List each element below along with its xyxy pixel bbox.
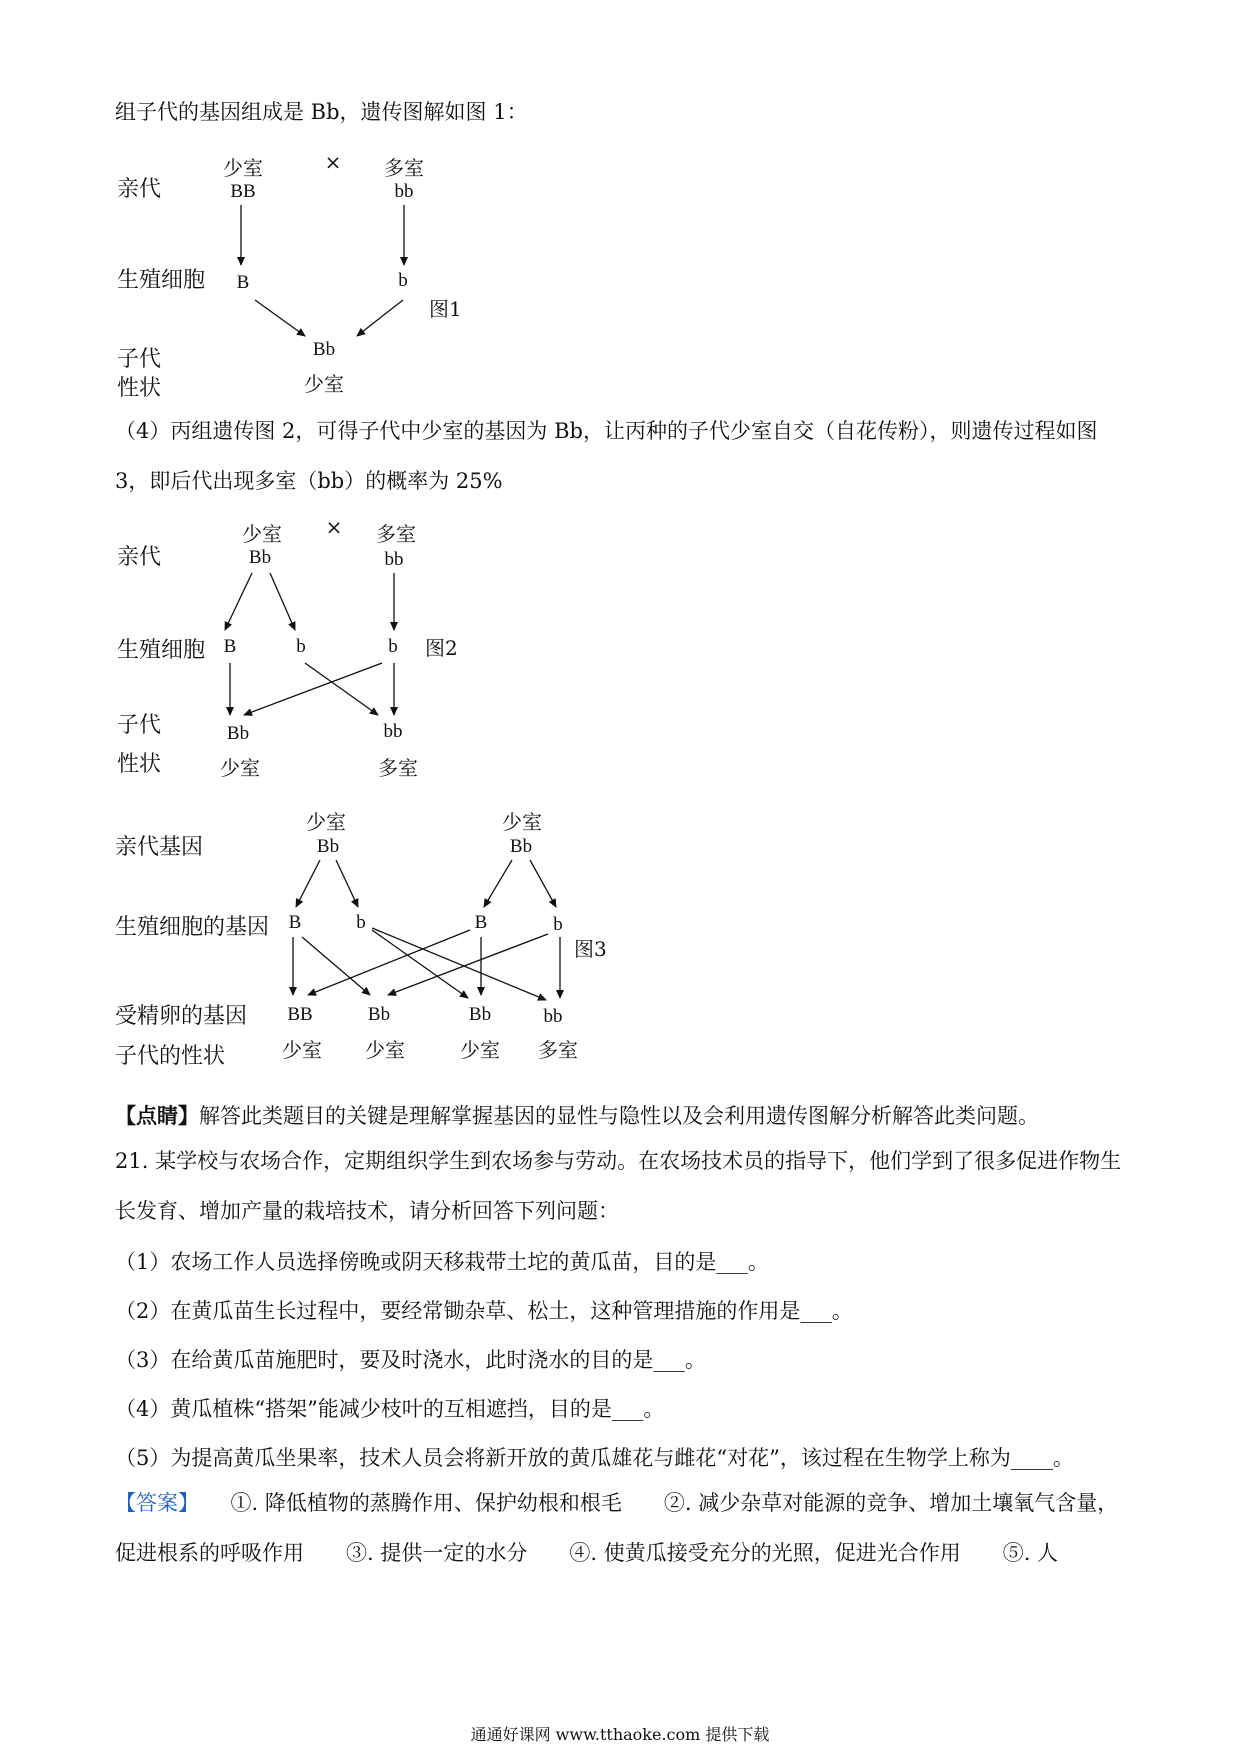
- fig2-row-label-parent: 亲代: [117, 545, 162, 570]
- answer-tag: 【答案】: [115, 1491, 189, 1515]
- answer-block: [115, 1478, 1125, 1578]
- fig3-parent-left-gene: Bb: [316, 836, 340, 857]
- fig2-gamete: b: [388, 636, 398, 657]
- fig3-arrow: [296, 860, 320, 907]
- fig1-child-trait: 少室: [304, 372, 344, 396]
- fig1-parent-right-trait: 多室: [384, 156, 424, 180]
- fig3-child-gene: Bb: [468, 1004, 492, 1025]
- fig3-gamete: B: [474, 912, 488, 933]
- fig2-child-trait: 多室: [378, 756, 418, 780]
- fig3-row-label-trait: 子代的性状: [115, 1044, 226, 1069]
- q21-item: （2）在黄瓜苗生长过程中，要经常锄杂草、松土，这种管理措施的作用是___。: [115, 1299, 853, 1323]
- fig2-parent-right-gene: bb: [384, 549, 404, 570]
- note-tag: 【点睛】: [115, 1103, 199, 1128]
- fig1-parent-left-gene: BB: [230, 181, 256, 202]
- fig3-gamete: b: [553, 914, 563, 935]
- fig3-parent-right-trait: 少室: [502, 810, 542, 834]
- fig2-child-trait: 少室: [220, 756, 260, 780]
- q21-item: （4）黄瓜植株“搭架”能减少枝叶的互相遮挡，目的是___。: [115, 1397, 665, 1421]
- fig3-child-gene: BB: [287, 1004, 313, 1025]
- fig3-label: 图3: [574, 937, 607, 961]
- fig3-child-trait: 多室: [538, 1038, 578, 1062]
- fig3-child-trait: 少室: [365, 1038, 405, 1062]
- fig3-parent-left-trait: 少室: [306, 810, 346, 834]
- fig2-label: 图2: [425, 636, 458, 660]
- fig2-parent-right-trait: 多室: [376, 522, 416, 546]
- p4-line-2: 3，即后代出现多室（bb）的概率为 25%: [115, 469, 503, 493]
- fig1-parent-left-trait: 少室: [223, 156, 263, 180]
- fig3-row-label-parent: 亲代基因: [115, 835, 204, 860]
- intro-line: 组子代的基因组成是 Bb，遗传图解如图 1：: [115, 100, 528, 124]
- fig1-cross-symbol: ×: [324, 150, 342, 174]
- fig3-gamete: b: [356, 912, 366, 933]
- fig3-child-gene: Bb: [367, 1004, 391, 1025]
- fig2-gamete: b: [296, 636, 306, 657]
- fig3-arrow: [388, 934, 548, 995]
- fig2-child-gene: bb: [383, 721, 403, 742]
- fig2-gamete: B: [223, 636, 237, 657]
- fig2-cross-symbol: ×: [325, 515, 343, 539]
- fig3-child-trait: 少室: [460, 1038, 500, 1062]
- fig1-parent-right-gene: bb: [394, 181, 414, 202]
- fig1-row-label-parent: 亲代: [117, 177, 162, 202]
- fig3-row-label-gamete: 生殖细胞的基因: [115, 915, 270, 940]
- fig1-row-label-trait: 性状: [117, 376, 162, 401]
- q21-item: （5）为提高黄瓜坐果率，技术人员会将新开放的黄瓜雄花与雌花“对花”，该过程在生物学上称为____。: [115, 1446, 1074, 1470]
- fig3-gamete: B: [288, 912, 302, 933]
- fig1-gamete-left: B: [236, 272, 250, 293]
- fig2-row-label-gamete: 生殖细胞: [117, 638, 206, 663]
- fig3-parent-right-gene: Bb: [509, 836, 533, 857]
- note-text: 解答此类题目的关键是理解掌握基因的显性与隐性以及会利用遗传图解分析解答此类问题。: [199, 1104, 1039, 1128]
- fig1-row-label-gamete: 生殖细胞: [117, 268, 206, 293]
- fig3-arrow: [302, 937, 370, 995]
- p4-line-1: （4）丙组遗传图 2，可得子代中少室的基因为 Bb，让丙种的子代少室自交（自花传粉），则遗传过程如图: [115, 419, 1098, 443]
- fig2-child-gene: Bb: [226, 723, 250, 744]
- fig2-parent-left-gene: Bb: [248, 547, 272, 568]
- fig1-row-label-offspring: 子代: [117, 347, 162, 372]
- fig3-child-gene: bb: [543, 1006, 563, 1027]
- fig2-parent-left-trait: 少室: [242, 522, 282, 546]
- fig3-arrow: [336, 860, 358, 907]
- fig2-row-label-offspring: 子代: [117, 713, 162, 738]
- fig3-arrow: [372, 928, 546, 1000]
- answer-text: ①. 降低植物的蒸腾作用、保护幼根和根毛 ②. 减少杂草对能源的竞争、增加土壤氧气含量，促进根系的呼吸作用 ③. 提供一定的水分 ④. 使黄瓜接受充分的光照，促进光合作用 ⑤. 人: [115, 1491, 1119, 1565]
- page-footer: 通通好课网 www.tthaoke.com 提供下载: [470, 1725, 770, 1744]
- note-line: [115, 1100, 1039, 1130]
- fig1-gamete-right: b: [398, 270, 408, 291]
- fig1-label: 图1: [429, 297, 462, 321]
- q21-stem: 21. 某学校与农场合作，定期组织学生到农场参与劳动。在农场技术员的指导下，他们学到了很多促进作物生长发育、增加产量的栽培技术，请分析回答下列问题：: [115, 1149, 1122, 1223]
- q21-item: （3）在给黄瓜苗施肥时，要及时浇水，此时浇水的目的是___。: [115, 1348, 706, 1372]
- fig3-arrow: [530, 860, 556, 907]
- fig2-row-label-trait: 性状: [117, 752, 162, 777]
- fig1-child-gene: Bb: [312, 339, 336, 360]
- fig3-row-label-zygote: 受精卵的基因: [115, 1004, 248, 1029]
- fig3-child-trait: 少室: [282, 1038, 322, 1062]
- q21-item: （1）农场工作人员选择傍晚或阴天移栽带土坨的黄瓜苗，目的是___。: [115, 1250, 769, 1274]
- fig3-arrow: [484, 860, 512, 907]
